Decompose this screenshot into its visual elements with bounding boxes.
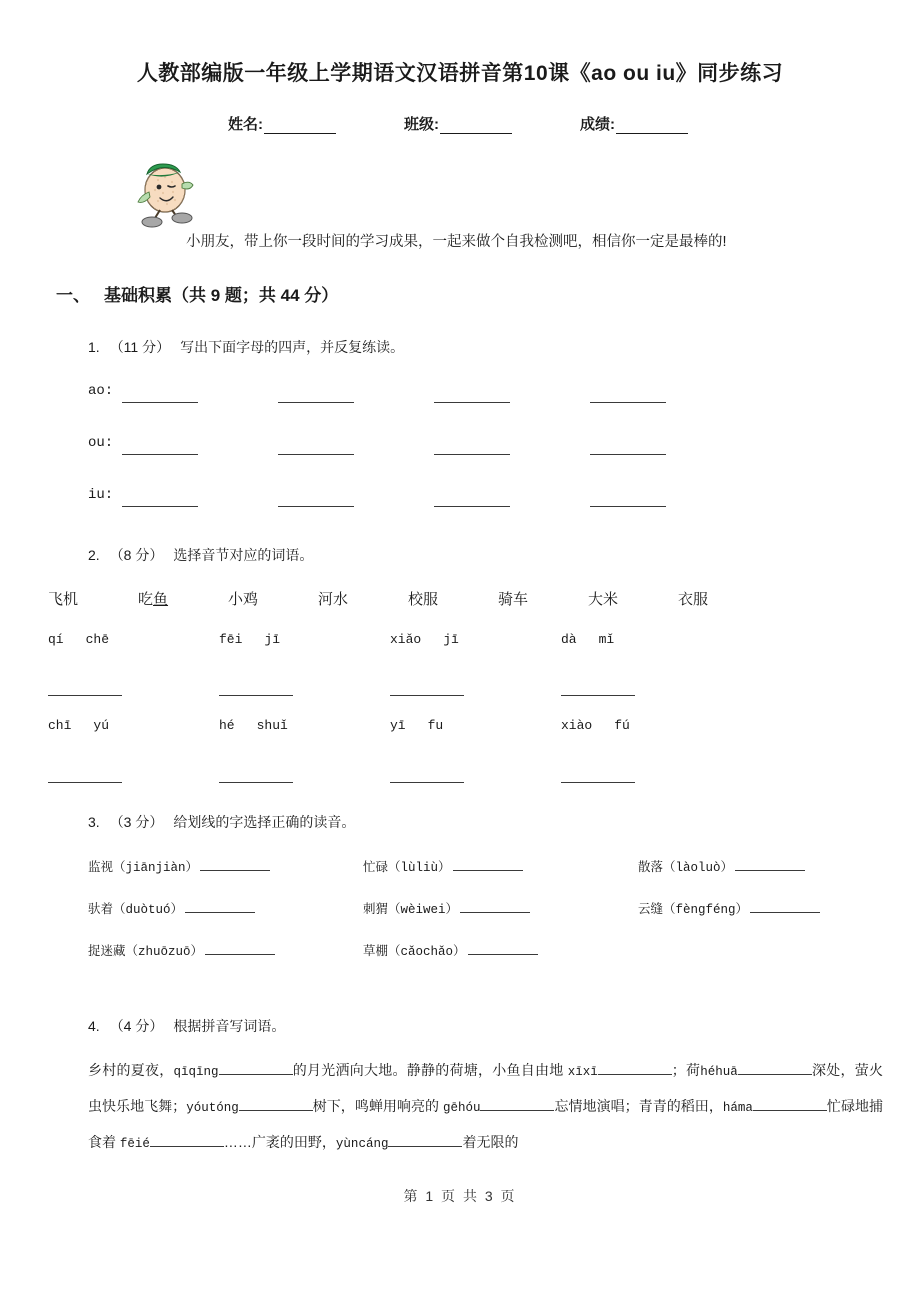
question-2-prompt	[88, 545, 313, 565]
word-text: 大米	[588, 591, 619, 608]
pinyin-syllable: huā	[715, 1065, 738, 1079]
pinyin-syllable: xī	[567, 1065, 583, 1079]
answer-blank[interactable]	[185, 901, 255, 913]
question-2-points: （8 分）	[109, 547, 164, 563]
answer-blank[interactable]	[434, 391, 510, 403]
pinyin-syllable: qí	[48, 632, 64, 647]
pinyin-syllable: qīng	[188, 1065, 219, 1079]
choice-item	[638, 899, 820, 917]
pinyin-syllable: hé	[219, 718, 235, 733]
word-item	[408, 588, 498, 609]
answer-blank[interactable]	[753, 1099, 827, 1111]
word-item	[138, 588, 228, 609]
pinyin-syllable: dà	[561, 632, 577, 647]
pinyin-pair	[390, 718, 561, 733]
choice-option: tuó）	[148, 903, 184, 917]
section-meta: （共 9 题；共 44 分）	[172, 286, 339, 305]
choice-word: 监视（jiān	[88, 861, 156, 875]
answer-blank[interactable]	[219, 771, 293, 783]
answer-cell	[390, 770, 561, 788]
pinyin-syllable: fēi	[219, 632, 243, 647]
question-2-word-bank	[48, 588, 878, 609]
mascot-egg-character-icon	[132, 160, 204, 232]
pinyin-syllable: qī	[173, 1065, 189, 1079]
answer-blank[interactable]	[735, 859, 805, 871]
answer-blank[interactable]	[561, 684, 635, 696]
choice-option: luò）	[698, 861, 734, 875]
question-1-prompt	[88, 337, 404, 357]
pinyin-syllable: xiào	[561, 718, 593, 733]
question-2-pinyin-row-2	[48, 718, 878, 733]
paragraph-text: 树下，鸣蝉用响亮的	[312, 1098, 443, 1114]
word-item	[318, 588, 408, 609]
question-2-answer-blanks-2	[48, 770, 878, 788]
pinyin-syllable: yī	[390, 718, 406, 733]
pinyin-syllable: fu	[427, 718, 444, 733]
answer-blank[interactable]	[561, 771, 635, 783]
answer-blank[interactable]	[453, 859, 523, 871]
choice-word: 捉迷藏（zhuō	[88, 945, 169, 959]
pinyin-syllable: yùn	[335, 1137, 359, 1151]
answer-blank[interactable]	[150, 1135, 224, 1147]
pinyin-row	[48, 632, 878, 647]
choice-option: jiàn）	[155, 861, 199, 875]
choice-option: féng）	[705, 903, 749, 917]
paragraph-text: 的月光洒向大地。静静的荷塘，小鱼自由地	[292, 1062, 568, 1078]
q1-label-ou: ou:	[88, 435, 114, 451]
section-heading	[56, 281, 338, 306]
pinyin-pair	[219, 718, 390, 733]
answer-blank[interactable]	[590, 495, 666, 507]
q3-row	[88, 941, 888, 983]
answer-blank[interactable]	[460, 901, 530, 913]
question-4-prompt	[88, 1016, 285, 1036]
paragraph-text: 着无限的	[462, 1134, 519, 1150]
answer-blank[interactable]	[388, 1135, 462, 1147]
student-info-row	[228, 113, 748, 134]
page-title: 人教部编版一年级上学期语文汉语拼音第10课《ao ou iu》同步练习	[136, 62, 784, 85]
choice-item	[363, 941, 638, 959]
answer-blank[interactable]	[480, 1099, 554, 1111]
name-field[interactable]	[228, 113, 336, 134]
choice-word: 忙碌（lù	[363, 861, 416, 875]
question-3-number: 3.	[88, 814, 100, 830]
answer-cell	[219, 683, 390, 701]
choice-item	[638, 857, 805, 875]
q1-blanks-ao	[122, 383, 778, 403]
pinyin-pair	[390, 632, 561, 647]
q1-label-ao: ao:	[88, 383, 114, 399]
answer-blank[interactable]	[122, 443, 198, 455]
pinyin-syllable: chē	[85, 632, 110, 647]
page-footer: 第 1 页 共 3 页	[403, 1188, 517, 1204]
answer-cell	[561, 770, 732, 788]
word-underlined: 鱼	[153, 591, 169, 608]
pinyin-syllable: é	[142, 1137, 150, 1151]
word-text: 校服	[408, 591, 439, 608]
question-2-pinyin-row-1	[48, 632, 878, 647]
question-2-answer-blanks-1	[48, 683, 878, 701]
pinyin-syllable: xī	[582, 1065, 598, 1079]
answer-blank[interactable]	[219, 1063, 293, 1075]
word-item	[588, 588, 678, 609]
class-field[interactable]	[404, 113, 512, 134]
paragraph-text: 忙碌地捕食着	[88, 1098, 884, 1150]
question-3-prompt	[88, 812, 355, 832]
question-1-text: 写出下面字母的四声，并反复练读。	[180, 339, 405, 355]
pinyin-syllable: hóu	[457, 1101, 481, 1115]
answer-blank[interactable]	[468, 943, 538, 955]
pinyin-syllable: xiǎo	[390, 632, 422, 647]
pinyin-pair	[561, 632, 732, 647]
word-text: 骑车	[498, 591, 529, 608]
answer-blank[interactable]	[278, 443, 354, 455]
q3-row	[88, 899, 888, 941]
score-blank[interactable]	[616, 119, 688, 134]
choice-word: 驮着（duò	[88, 903, 149, 917]
pinyin-pair	[561, 718, 732, 733]
answer-blank[interactable]	[390, 684, 464, 696]
paragraph-text: ；荷	[671, 1062, 701, 1078]
word-text: 吃	[138, 591, 154, 608]
choice-word: 云缝（fèng	[638, 903, 706, 917]
word-text: 飞机	[48, 591, 79, 608]
pinyin-syllable: chī	[48, 718, 72, 733]
name-label: 姓名:	[228, 116, 263, 133]
answer-blank[interactable]	[590, 443, 666, 455]
answer-blank[interactable]	[48, 684, 122, 696]
answer-blank[interactable]	[738, 1063, 812, 1075]
question-3-text: 给划线的字选择正确的读音。	[173, 814, 356, 830]
choice-item	[363, 857, 638, 875]
paragraph-text: ……广袤的田野，	[223, 1134, 336, 1150]
answer-cell	[219, 770, 390, 788]
pinyin-syllable: fú	[614, 718, 630, 733]
blank-row	[48, 770, 878, 788]
choice-option: liù）	[415, 861, 451, 875]
question-4-number: 4.	[88, 1018, 100, 1034]
q1-blanks-iu	[122, 487, 778, 507]
word-item	[48, 588, 138, 609]
pinyin-syllable: fēi	[119, 1137, 143, 1151]
word-text: 小鸡	[228, 591, 259, 608]
question-4-points: （4 分）	[109, 1018, 164, 1034]
pinyin-syllable: cáng	[358, 1137, 389, 1151]
answer-blank[interactable]	[48, 771, 122, 783]
question-2-number: 2.	[88, 547, 100, 563]
paragraph-text: 忘情地演唱；青青的稻田，	[554, 1098, 723, 1114]
answer-blank[interactable]	[390, 771, 464, 783]
answer-blank[interactable]	[122, 495, 198, 507]
word-item	[228, 588, 318, 609]
pinyin-syllable: yóu	[186, 1101, 209, 1115]
question-1-points: （11 分）	[109, 339, 171, 355]
paragraph-text: 乡村的夏夜，	[88, 1062, 174, 1078]
answer-blank[interactable]	[590, 391, 666, 403]
choice-word: 刺猬（wèi	[363, 903, 424, 917]
blank-row	[48, 683, 878, 701]
paragraph-text: 深处，萤火虫快乐地飞舞；	[88, 1062, 884, 1114]
pinyin-syllable: jī	[443, 632, 459, 647]
choice-option: wei）	[423, 903, 459, 917]
answer-cell	[48, 683, 219, 701]
answer-blank[interactable]	[278, 495, 354, 507]
q1-blanks-ou	[122, 435, 778, 455]
q1-row-iu	[88, 487, 778, 539]
name-blank[interactable]	[264, 119, 336, 134]
choice-item	[363, 899, 638, 917]
pinyin-syllable: há	[722, 1101, 738, 1115]
word-item	[678, 588, 768, 609]
answer-blank[interactable]	[122, 391, 198, 403]
pinyin-syllable: gē	[442, 1101, 458, 1115]
pinyin-syllable: tóng	[208, 1101, 239, 1115]
question-2-text: 选择音节对应的词语。	[173, 547, 314, 563]
answer-blank[interactable]	[434, 495, 510, 507]
pinyin-pair	[48, 718, 219, 733]
word-item	[498, 588, 588, 609]
answer-blank[interactable]	[239, 1099, 313, 1111]
q1-label-iu: iu:	[88, 487, 114, 503]
answer-blank[interactable]	[205, 943, 275, 955]
answer-cell	[48, 770, 219, 788]
word-text: 河水	[318, 591, 349, 608]
question-1-answer-rows	[88, 383, 778, 539]
pinyin-pair	[219, 632, 390, 647]
answer-blank[interactable]	[278, 391, 354, 403]
q3-row	[88, 857, 888, 899]
pinyin-row	[48, 718, 878, 733]
choice-word: 草棚（cǎo	[363, 945, 424, 959]
question-3-items	[88, 857, 888, 983]
choice-option: chǎo）	[423, 945, 466, 959]
question-4-paragraph	[88, 1053, 883, 1161]
pinyin-syllable: hé	[700, 1065, 716, 1079]
section-title: 基础积累	[104, 286, 172, 305]
choice-word: 散落（lào	[638, 861, 699, 875]
word-text: 衣服	[678, 591, 709, 608]
section-number: 一、	[56, 286, 90, 305]
choice-option: zuō）	[168, 945, 204, 959]
answer-blank[interactable]	[750, 901, 820, 913]
answer-cell	[390, 683, 561, 701]
pinyin-syllable: yú	[93, 718, 110, 733]
question-4-text: 根据拼音写词语。	[173, 1018, 286, 1034]
answer-cell	[561, 683, 732, 701]
choice-item	[88, 899, 363, 917]
pinyin-syllable: mǐ	[598, 632, 615, 647]
pinyin-syllable: shuǐ	[256, 718, 288, 733]
pinyin-pair	[48, 632, 219, 647]
answer-blank[interactable]	[200, 859, 270, 871]
pinyin-syllable: jī	[264, 632, 281, 647]
answer-blank[interactable]	[434, 443, 510, 455]
q1-row-ao	[88, 383, 778, 435]
score-field[interactable]	[580, 113, 688, 134]
choice-item	[88, 857, 363, 875]
class-label: 班级:	[404, 116, 439, 133]
score-label: 成绩:	[580, 116, 615, 133]
pinyin-syllable: ma	[737, 1101, 753, 1115]
question-3-points: （3 分）	[109, 814, 164, 830]
answer-blank[interactable]	[598, 1063, 672, 1075]
q1-row-ou	[88, 435, 778, 487]
answer-blank[interactable]	[219, 684, 293, 696]
intro-text: 小朋友，带上你一段时间的学习成果，一起来做个自我检测吧，相信你一定是最棒的!	[186, 234, 727, 250]
choice-item	[88, 941, 363, 959]
class-blank[interactable]	[440, 119, 512, 134]
question-1-number: 1.	[88, 339, 100, 355]
